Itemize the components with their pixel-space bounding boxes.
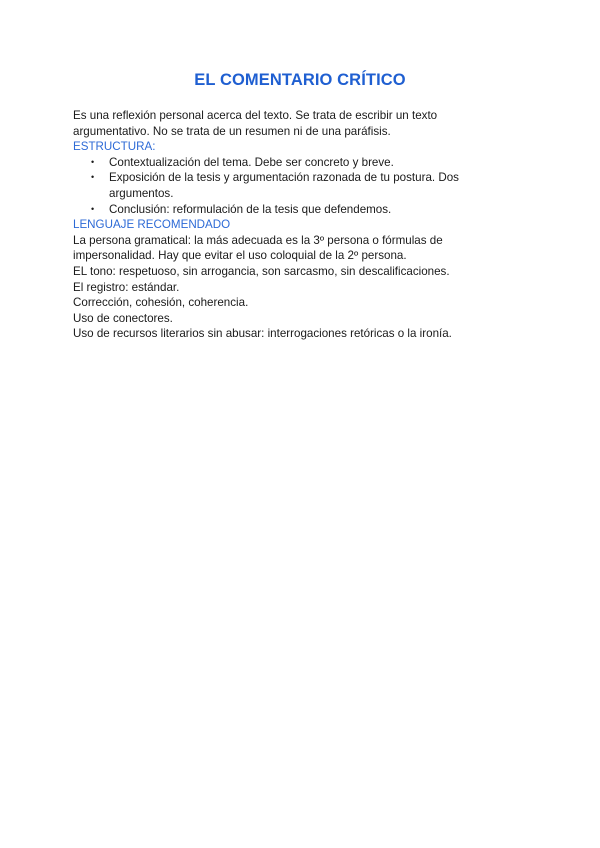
lenguaje-line-5: Corrección, cohesión, coherencia. — [73, 296, 249, 310]
document-title: EL COMENTARIO CRÍTICO — [194, 71, 406, 89]
intro-line-1: Es una reflexión personal acerca del texto. Se trata de escribir un texto — [73, 109, 438, 122]
lenguaje-line-1: La persona gramatical: la más adecuada es la 3º persona o fórmulas de — [73, 233, 443, 247]
list-item — [73, 202, 543, 218]
section-heading-estructura: ESTRUCTURA: — [73, 140, 156, 154]
list-item-text: Conclusión: reformulación de la tesis que defendemos. — [109, 202, 392, 216]
lenguaje-line-7: Uso de recursos literarios sin abusar: interrogaciones retóricas o la ironía. — [73, 327, 452, 341]
lenguaje-line-4: El registro: estándar. — [73, 280, 180, 294]
bullet-icon: • — [91, 203, 95, 214]
estructura-list — [73, 155, 543, 217]
section-heading-lenguaje: LENGUAJE RECOMENDADO — [73, 218, 231, 232]
bullet-icon: • — [91, 156, 95, 167]
lenguaje-line-3: EL tono: respetuoso, sin arrogancia, son sarcasmo, sin descalificaciones. — [73, 264, 450, 278]
intro-line-2: argumentativo. No se trata de un resumen ni de una paráfisis. — [73, 124, 391, 138]
list-item-text: Contextualización del tema. Debe ser concreto y breve. — [109, 155, 394, 169]
list-item-text: Exposición de la tesis y argumentación razonada de tu postura. Dos — [109, 171, 459, 185]
document-body — [73, 108, 543, 342]
list-item — [73, 155, 543, 171]
list-item — [73, 170, 543, 201]
lenguaje-line-6: Uso de conectores. — [73, 311, 173, 325]
bullet-icon: • — [91, 172, 95, 183]
lenguaje-line-2: impersonalidad. Hay que evitar el uso coloquial de la 2º persona. — [73, 249, 407, 263]
list-item-text-continued: argumentos. — [109, 186, 174, 200]
